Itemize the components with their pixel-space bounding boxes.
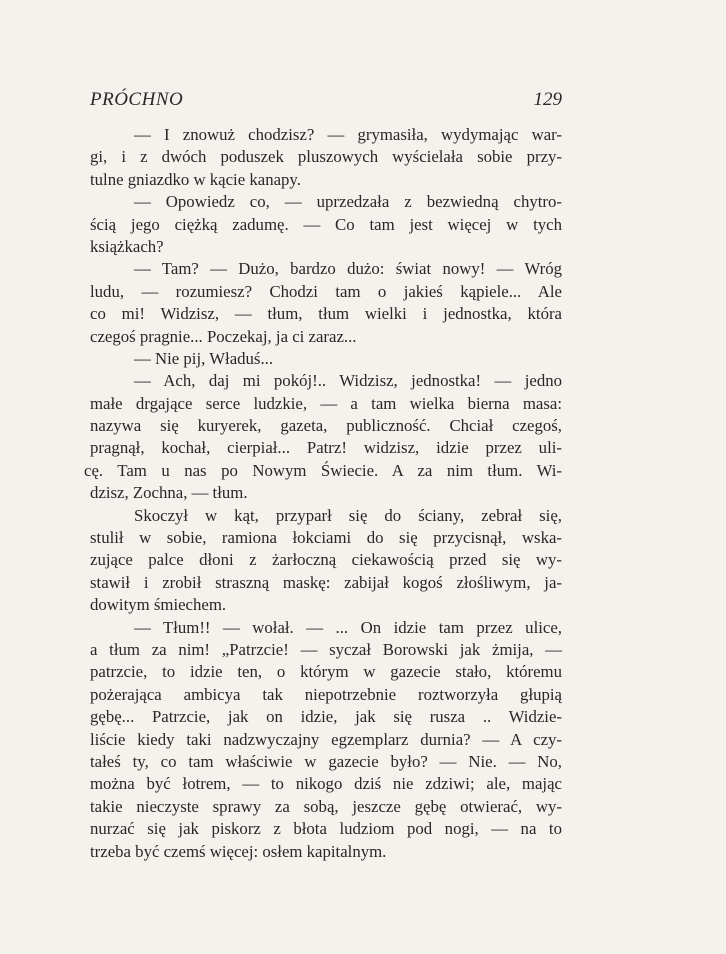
text-line: liście kiedy taki nadzwyczajny egzemplarz durnia? — A czy-: [90, 729, 562, 749]
text-line: — Tam? — Dużo, bardzo dużo: świat nowy! — Wróg: [134, 259, 562, 279]
text-line: co mi! Widzisz, — tłum, tłum wielki i jednostka, która: [90, 304, 562, 324]
text-line: — Tłum!! — wołał. — ... On idzie tam przez ulice,: [134, 617, 562, 637]
text-line: tulne gniazdko w kącie kanapy.: [90, 169, 301, 189]
text-line: — I znowuż chodzisz? — grymasiła, wydymając war-: [134, 125, 562, 144]
text-line: gi, i z dwóch poduszek pluszowych wyścielała sobie przy-: [90, 147, 562, 167]
body-text: [84, 124, 562, 863]
text-line: takie nieczyste sprawy za sobą, jeszcze gębę otwierać, wy-: [90, 796, 562, 816]
text-line: cę. Tam u nas po Nowym Świecie. A za nim tłum. Wi-: [84, 460, 562, 480]
text-line: czegoś pragnie... Poczekaj, ja ci zaraz...: [90, 326, 357, 346]
text-line: małe drgające serce ludzkie, — a tam wielka bierna masa:: [90, 393, 562, 413]
text-line: pragnął, kochał, cierpiał... Patrz! widzisz, idzie przez uli-: [90, 438, 562, 458]
text-line: książkach?: [90, 236, 164, 256]
text-line: patrzcie, to idzie ten, o którym w gazecie stało, któremu: [90, 662, 562, 682]
text-line: tałeś ty, co tam właściwie w gazecie było? — Nie. — No,: [90, 751, 562, 771]
text-line: gębę... Patrzcie, jak on idzie, jak się rusza .. Widzie-: [90, 707, 562, 727]
text-line: nazywa się kuryerek, gazeta, publiczność. Chciał czegoś,: [90, 416, 562, 436]
text-line: — Nie pij, Właduś...: [134, 348, 274, 368]
text-line: ścią jego ciężką zadumę. — Co tam jest więcej w tych: [90, 214, 562, 234]
text-line: ludu, — rozumiesz? Chodzi tam o jakieś kąpiele... Ale: [90, 281, 562, 301]
text-line: — Opowiedz co, — uprzedzała z bezwiedną chytro-: [134, 192, 562, 212]
text-line: a tłum za nim! „Patrzcie! — syczał Borowski jak żmija, —: [90, 639, 562, 659]
text-line: Skoczył w kąt, przyparł się do ściany, zebrał się,: [134, 505, 562, 525]
text-line: pożerająca ambicya tak niepotrzebnie roztworzyła głupią: [90, 684, 562, 704]
text-line: stulił w sobie, ramiona łokciami do się przycisnął, wska-: [90, 528, 562, 548]
running-title: PRÓCHNO: [90, 89, 184, 110]
text-line: — Ach, daj mi pokój!.. Widzisz, jednostka! — jedno: [134, 371, 562, 391]
text-line: można być łotrem, — to nikogo dziś nie zdziwi; ale, mając: [90, 774, 562, 794]
text-line: zujące palce dłoni z żarłoczną ciekawością przed się wy-: [90, 550, 562, 570]
text-line: dzisz, Zochna, — tłum.: [90, 483, 248, 503]
text-line: stawił i zrobił straszną maskę: zabijał kogoś złośliwym, ja-: [90, 572, 562, 592]
page-number: 129: [533, 89, 562, 110]
text-line: nurzać się jak piskorz z błota ludziom pod nogi, — na to: [90, 819, 562, 839]
text-line: dowitym śmiechem.: [90, 595, 227, 615]
text-line: trzeba być czemś więcej: osłem kapitalnym.: [90, 841, 387, 861]
page-header: [90, 86, 562, 114]
